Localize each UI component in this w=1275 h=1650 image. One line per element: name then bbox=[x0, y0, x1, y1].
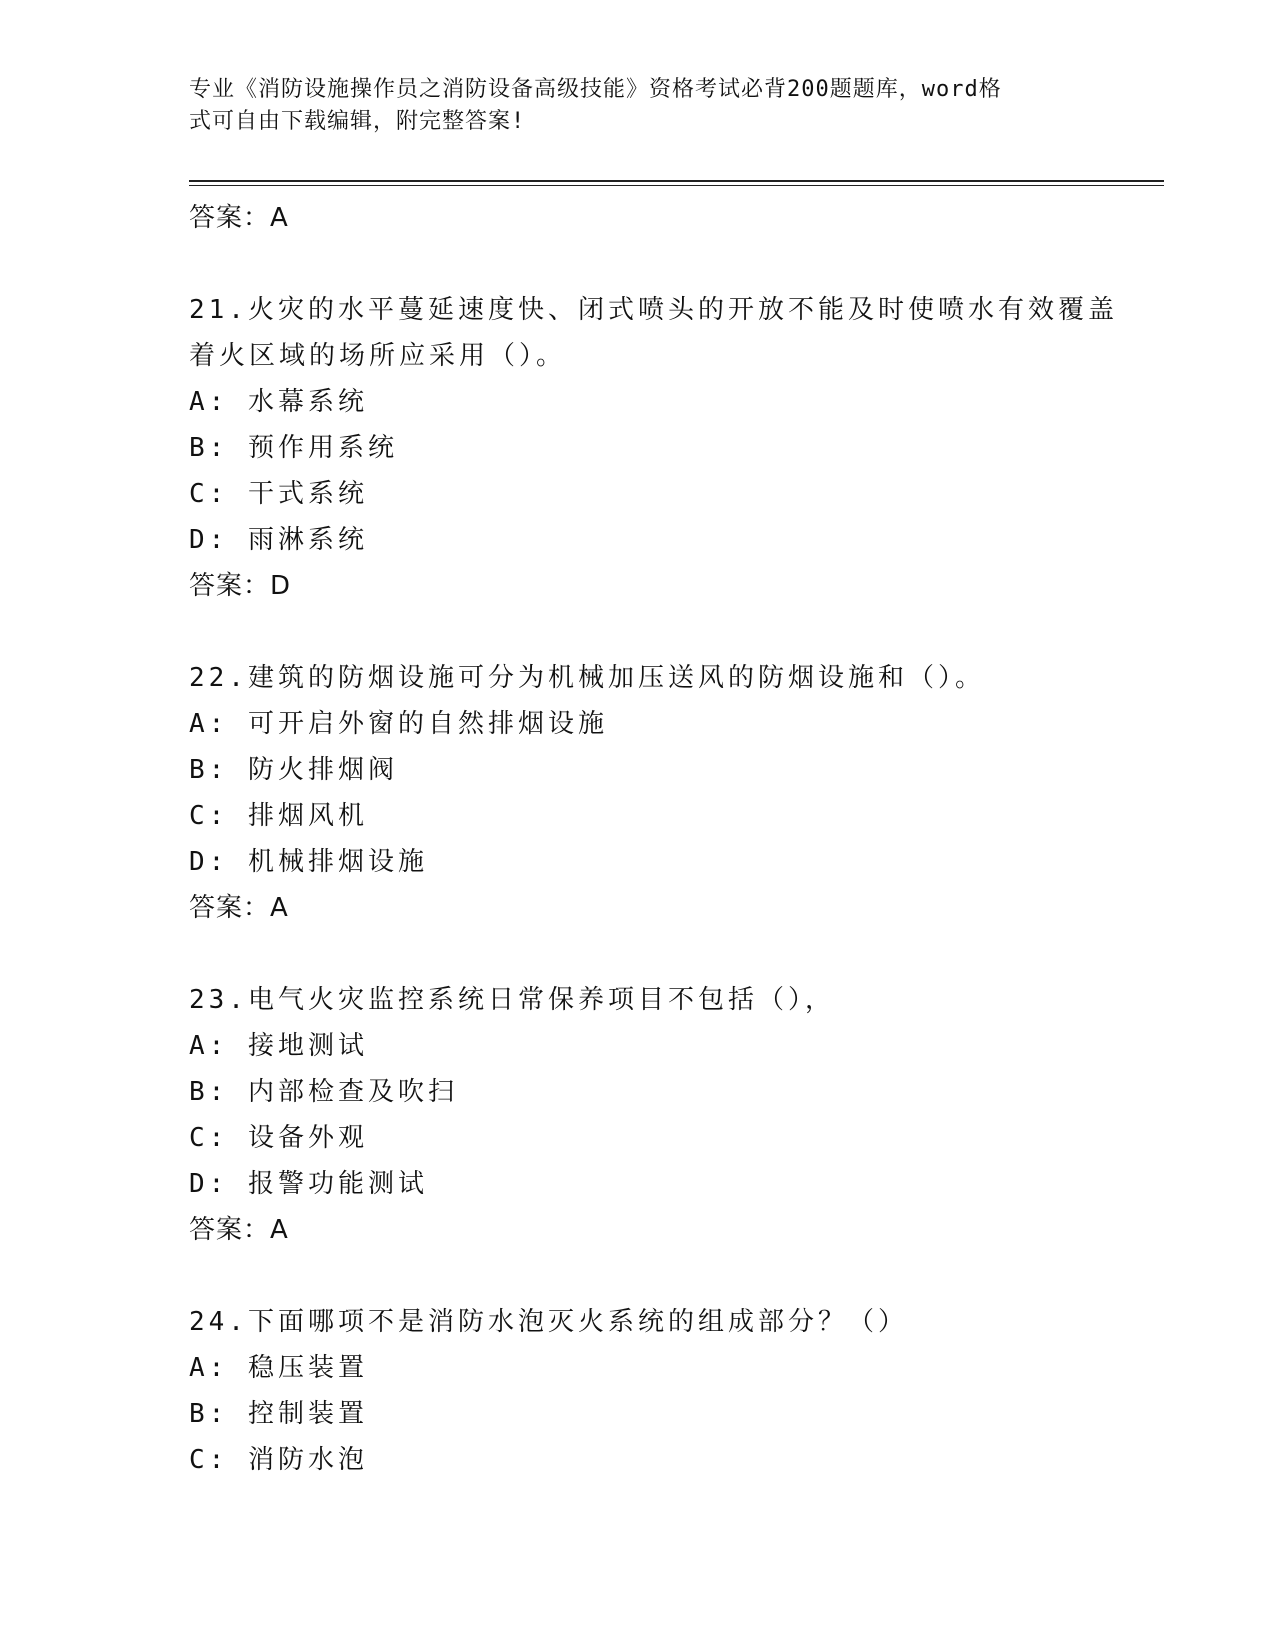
header-divider-thick bbox=[189, 180, 1164, 182]
spacer bbox=[189, 1253, 1149, 1299]
option-c: C: 设备外观 bbox=[189, 1123, 368, 1153]
question-text: 21.火灾的水平蔓延速度快、闭式喷头的开放不能及时使喷水有效覆盖 bbox=[189, 295, 1118, 325]
answer-line: 答案：A bbox=[189, 203, 289, 233]
question-22 bbox=[189, 655, 1149, 931]
option-b: B: 内部检查及吹扫 bbox=[189, 1077, 458, 1107]
option-d: D: 雨淋系统 bbox=[189, 525, 368, 555]
answer-line: 答案：A bbox=[189, 1215, 289, 1245]
option-b: B: 控制装置 bbox=[189, 1399, 368, 1429]
question-text: 着火区域的场所应采用（）。 bbox=[189, 341, 567, 371]
spacer bbox=[189, 609, 1149, 655]
option-d: D: 机械排烟设施 bbox=[189, 847, 428, 877]
question-23 bbox=[189, 977, 1149, 1253]
option-b: B: 防火排烟阀 bbox=[189, 755, 398, 785]
header-line-2: 式可自由下载编辑，附完整答案! bbox=[189, 109, 526, 134]
question-text: 24.下面哪项不是消防水泡灭火系统的组成部分？（） bbox=[189, 1307, 908, 1337]
header-divider-thin bbox=[189, 185, 1164, 186]
option-c: C: 消防水泡 bbox=[189, 1445, 368, 1475]
option-a: A: 接地测试 bbox=[189, 1031, 368, 1061]
spacer bbox=[189, 931, 1149, 977]
option-c: C: 排烟风机 bbox=[189, 801, 368, 831]
question-21 bbox=[189, 287, 1149, 609]
answer-line: 答案：A bbox=[189, 893, 289, 923]
option-a: A: 水幕系统 bbox=[189, 387, 368, 417]
question-24 bbox=[189, 1299, 1149, 1483]
option-a: A: 稳压装置 bbox=[189, 1353, 368, 1383]
question-list bbox=[189, 195, 1149, 1483]
option-c: C: 干式系统 bbox=[189, 479, 368, 509]
document-header bbox=[189, 74, 1089, 138]
option-b: B: 预作用系统 bbox=[189, 433, 398, 463]
option-d: D: 报警功能测试 bbox=[189, 1169, 428, 1199]
header-line-1: 专业《消防设施操作员之消防设备高级技能》资格考试必背200题题库，word格 bbox=[189, 77, 1002, 102]
question-text: 22.建筑的防烟设施可分为机械加压送风的防烟设施和（）。 bbox=[189, 663, 985, 693]
question-text: 23.电气火灾监控系统日常保养项目不包括（）， bbox=[189, 985, 835, 1015]
option-a: A: 可开启外窗的自然排烟设施 bbox=[189, 709, 608, 739]
spacer bbox=[189, 241, 1149, 287]
answer-line: 答案：D bbox=[189, 571, 292, 601]
